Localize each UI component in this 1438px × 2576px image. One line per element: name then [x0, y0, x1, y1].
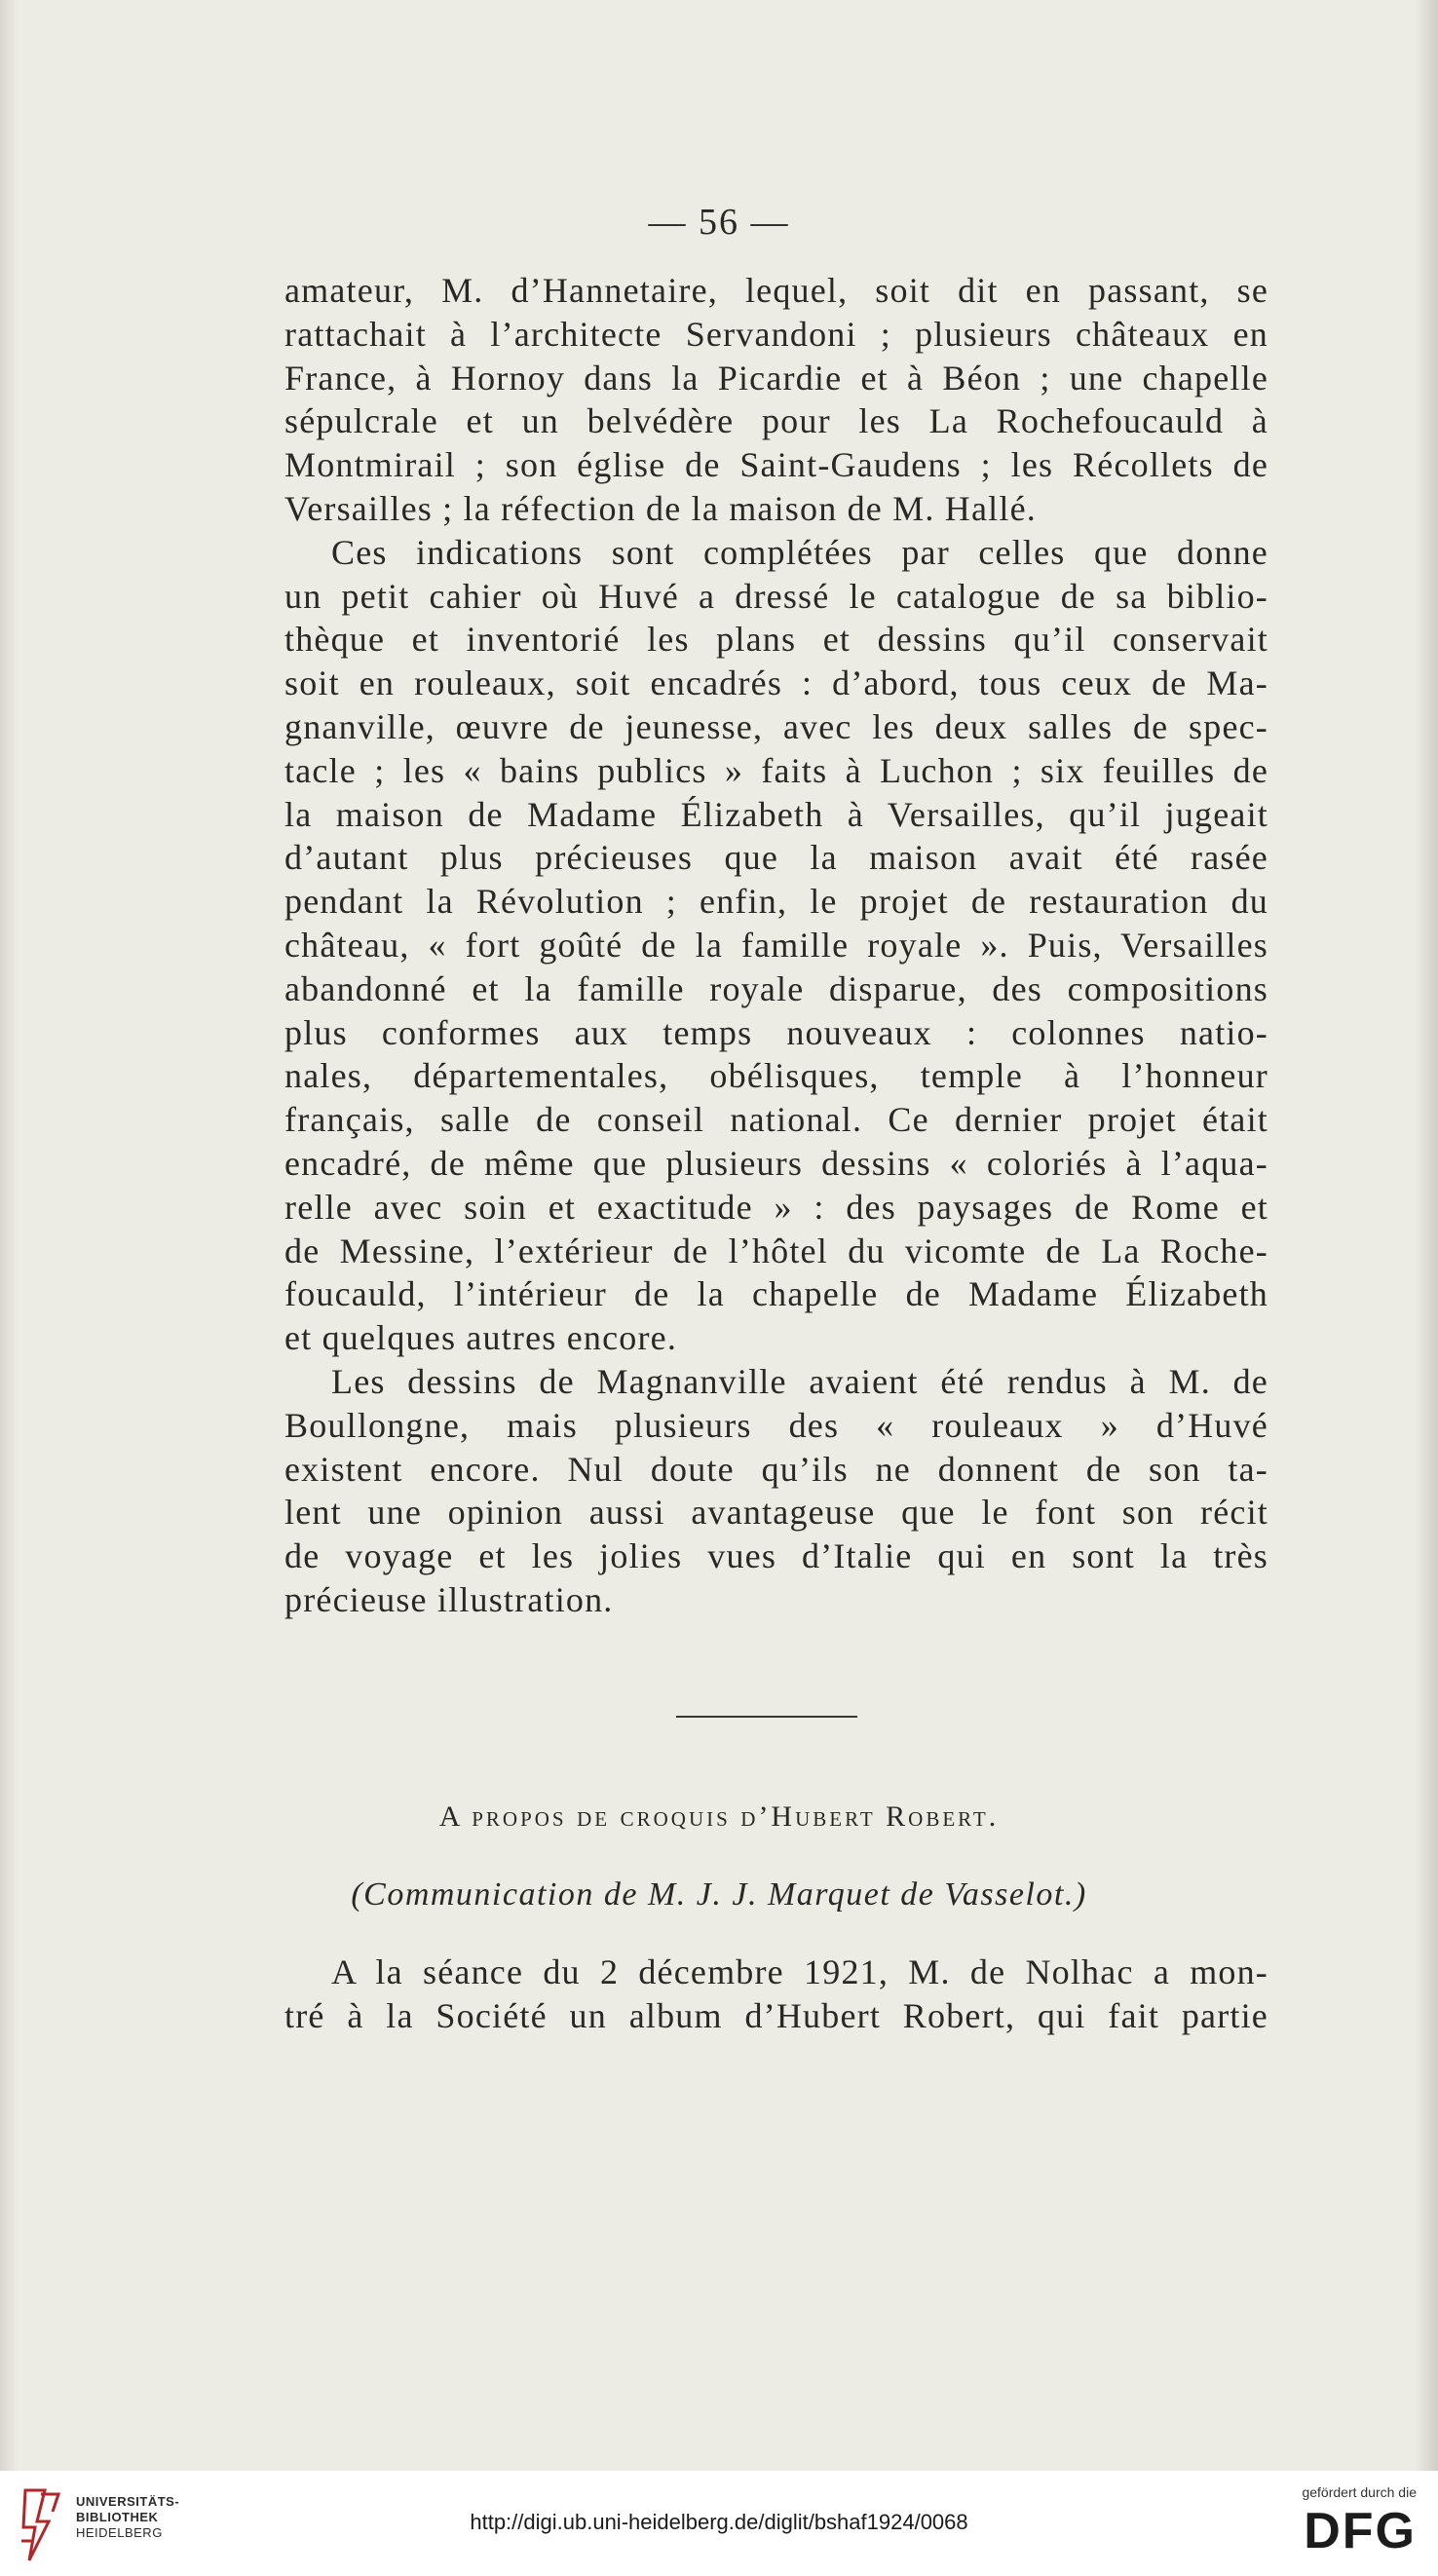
text-line: Versailles ; la réfection de la maison de M. Hallé.	[284, 488, 1037, 528]
text-line: relle avec soin et exactitude » : des paysages de Rome et	[284, 1187, 1268, 1227]
text-line: existent encore. Nul doute qu’ils ne donnent de son ta-	[284, 1449, 1268, 1489]
text-line: A la séance du 2 décembre 1921, M. de Nolhac a mon-	[331, 1952, 1268, 1991]
text-line: soit en rouleaux, soit encadrés : d’abord, tous ceux de Ma-	[284, 663, 1268, 703]
library-name-line: UNIVERSITÄTS-	[76, 2494, 180, 2509]
text-line: gnanville, œuvre de jeunesse, avec les deux salles de spec-	[284, 706, 1268, 746]
text-line: de voyage et les jolies vues d’Italie qui en sont la très	[284, 1536, 1268, 1576]
text-line: tré à la Société un album d’Hubert Robert, qui fait partie	[284, 1995, 1268, 2035]
sponsor-block	[1302, 2484, 1417, 2557]
text-line: la maison de Madame Élizabeth à Versailles, qu’il jugeait	[284, 794, 1268, 834]
section-separator	[676, 1716, 857, 1718]
text-line: Ces indications sont complétées par celles que donne	[331, 532, 1268, 572]
section-body-text	[284, 1951, 1268, 2038]
text-line: encadré, de même que plusieurs dessins « coloriés à l’aqua-	[284, 1143, 1268, 1183]
section-attribution: (Communication de M. J. J. Marquet de Vasselot.)	[351, 1876, 1087, 1913]
text-line: et quelques autres encore.	[284, 1318, 678, 1358]
text-line: Boullongne, mais plusieurs des « rouleaux » d’Huvé	[284, 1405, 1268, 1445]
text-line: lent une opinion aussi avantageuse que le font son récit	[284, 1493, 1268, 1533]
library-name-line: HEIDELBERG	[76, 2525, 163, 2540]
text-line: tacle ; les « bains publics » faits à Luchon ; six feuilles de	[284, 750, 1268, 790]
library-name-line: BIBLIOTHEK	[76, 2510, 159, 2524]
text-line: de Messine, l’extérieur de l’hôtel du vicomte de La Roche-	[284, 1231, 1268, 1270]
text-line: abandonné et la famille royale disparue, des compositions	[284, 968, 1268, 1008]
text-line: nales, départementales, obélisques, temple à l’honneur	[284, 1056, 1268, 1096]
text-line: plus conformes aux temps nouveaux : colonnes natio-	[284, 1012, 1268, 1052]
text-line: château, « fort goûté de la famille royale ». Puis, Versailles	[284, 925, 1268, 965]
sponsor-label: gefördert durch die	[1302, 2484, 1417, 2500]
page-edge-right	[1415, 0, 1438, 2471]
text-line: rattachait à l’architecte Servandoni ; plusieurs châteaux en	[284, 314, 1268, 354]
text-line: d’autant plus précieuses que la maison avait été rasée	[284, 838, 1268, 878]
page-number: — 56 —	[648, 202, 790, 243]
text-line: un petit cahier où Huvé a dressé le catalogue de sa biblio-	[284, 576, 1268, 616]
body-text	[284, 269, 1268, 1622]
permalink-url[interactable]: http://digi.ub.uni-heidelberg.de/diglit/bshaf1924/0068	[470, 2510, 968, 2534]
section-title: A propos de croquis d’Hubert Robert.	[438, 1800, 1000, 1833]
text-line: thèque et inventorié les plans et dessins qu’il conservait	[284, 620, 1268, 660]
text-line: précieuse illustration.	[284, 1579, 614, 1619]
dfg-logo: DFG	[1304, 2503, 1417, 2559]
text-line: amateur, M. d’Hannetaire, lequel, soit dit en passant, se	[284, 271, 1268, 310]
text-line: France, à Hornoy dans la Picardie et à Béon ; une chapelle	[284, 358, 1268, 398]
text-line: Les dessins de Magnanville avaient été rendus à M. de	[331, 1361, 1268, 1401]
text-line: français, salle de conseil national. Ce dernier projet était	[284, 1100, 1268, 1140]
text-line: sépulcrale et un belvédère pour les La Rochefoucauld à	[284, 401, 1268, 441]
page-edge-left	[0, 0, 18, 2471]
text-line: pendant la Révolution ; enfin, le projet de restauration du	[284, 882, 1268, 922]
footer-bar	[0, 2471, 1438, 2576]
text-line: Montmirail ; son église de Saint-Gaudens ; les Récollets de	[284, 445, 1268, 485]
text-line: foucauld, l’intérieur de la chapelle de Madame Élizabeth	[284, 1274, 1268, 1314]
